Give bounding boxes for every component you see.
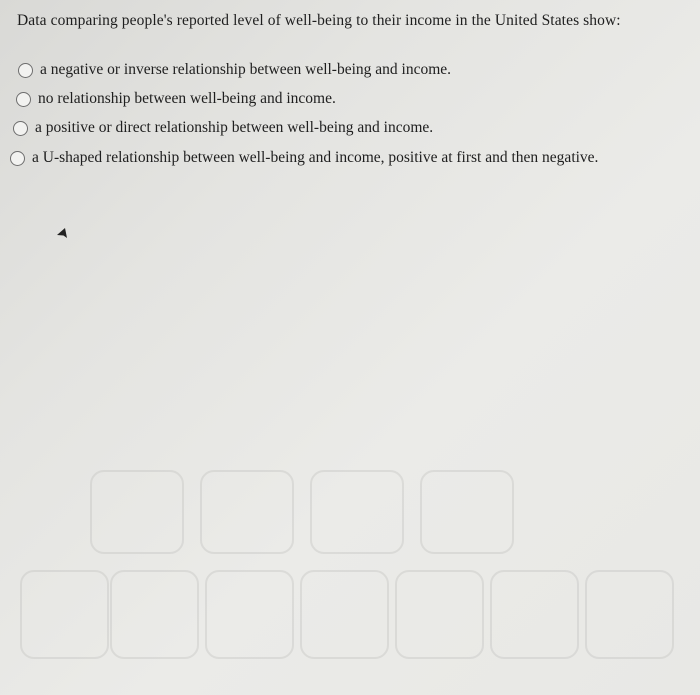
answer-option-positive[interactable] <box>13 119 433 137</box>
screen-reflection <box>585 570 674 659</box>
screen-reflection <box>395 570 484 659</box>
screen-reflection <box>20 570 109 659</box>
answer-option-negative[interactable] <box>18 61 451 79</box>
screen-reflection <box>300 570 389 659</box>
answer-option-label: a negative or inverse relationship between well-being and income. <box>40 61 452 78</box>
answer-option-no-relationship[interactable] <box>16 90 336 108</box>
radio-button[interactable] <box>13 121 28 136</box>
screen-reflection <box>200 470 294 554</box>
radio-button[interactable] <box>10 151 25 166</box>
answer-option-label: no relationship between well-being and income. <box>38 90 336 107</box>
answer-option-u-shaped[interactable] <box>10 149 598 167</box>
question-text: Data comparing people's reported level of well-being to their income in the United States show: <box>17 12 621 29</box>
screen-reflection <box>310 470 404 554</box>
screen-reflection <box>420 470 514 554</box>
radio-button[interactable] <box>18 63 33 78</box>
screen-reflection <box>110 570 199 659</box>
answer-option-label: a U-shaped relationship between well-being and income, positive at first and then negative. <box>32 149 599 166</box>
radio-button[interactable] <box>16 92 31 107</box>
screen-reflection <box>205 570 294 659</box>
mouse-pointer-icon <box>55 226 69 242</box>
screen-reflection <box>90 470 184 554</box>
answer-option-label: a positive or direct relationship between well-being and income. <box>35 119 434 136</box>
screen-reflection <box>490 570 579 659</box>
